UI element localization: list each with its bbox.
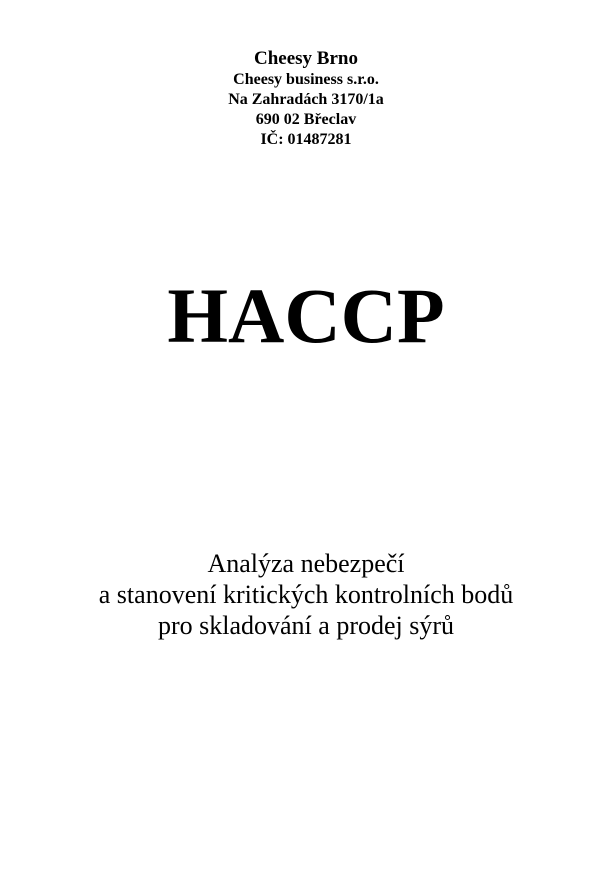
subtitle-line: a stanovení kritických kontrolních bodů bbox=[98, 580, 514, 609]
company-header bbox=[0, 48, 612, 150]
company-legal-name: Cheesy business s.r.o. bbox=[233, 71, 379, 88]
document-title: HACCP bbox=[167, 272, 445, 359]
company-street: Na Zahradách 3170/1a bbox=[228, 91, 384, 108]
document-subtitle bbox=[0, 548, 612, 641]
subtitle-line: Analýza nebezpečí bbox=[207, 549, 405, 578]
company-id: IČ: 01487281 bbox=[260, 131, 352, 148]
company-name: Cheesy Brno bbox=[254, 48, 358, 69]
company-city: 690 02 Břeclav bbox=[255, 111, 357, 128]
subtitle-line: pro skladování a prodej sýrů bbox=[157, 611, 455, 640]
